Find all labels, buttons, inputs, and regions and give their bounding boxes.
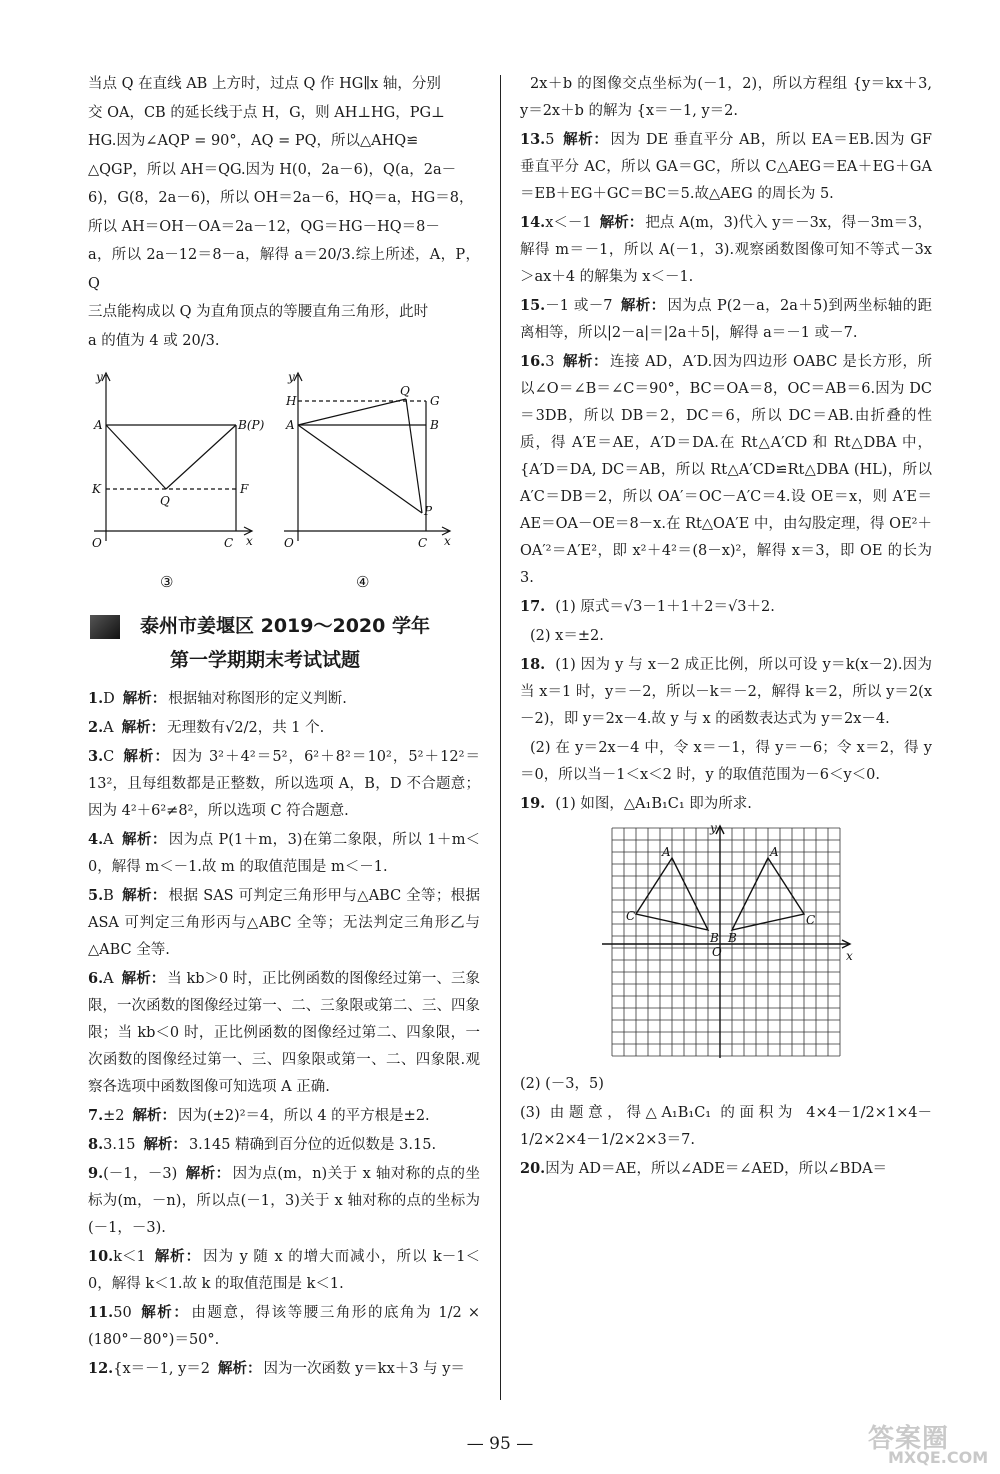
item-number: 1. bbox=[88, 690, 104, 707]
item-analysis-tag: 解析： bbox=[121, 887, 167, 904]
item-analysis-tag: 解析： bbox=[562, 353, 609, 370]
fig4-line-AQ bbox=[298, 399, 406, 425]
fig4-label-x: x bbox=[444, 534, 451, 548]
answer-item bbox=[88, 826, 480, 881]
answer-item bbox=[520, 292, 932, 347]
item-text: (1) 因为 y 与 x－2 成正比例，所以可设 y＝k(x－2).因为当 x＝1 时，y＝－2，所以－k＝－2，解得 k＝2，所以 y＝2(x－2)，即 y＝2x－4.故 y 与 x 的函数表达式为 y＝2x－4. bbox=[520, 657, 932, 727]
grid-label-C: C bbox=[626, 909, 636, 923]
item-number: 9. bbox=[88, 1165, 104, 1182]
item-text: 由题意，得该等腰三角形的底角为 1/2 × (180°－80°)＝50°. bbox=[88, 1305, 481, 1348]
answer-item bbox=[520, 348, 932, 592]
intro-line: 三点能构成以 Q 为直角顶点的等腰直角三角形，此时 bbox=[88, 304, 429, 320]
item-text: 3.145 精确到百分位的近似数是 3.15. bbox=[188, 1137, 437, 1153]
fig3-label-Q: Q bbox=[160, 494, 170, 508]
item-number: 8. bbox=[88, 1136, 104, 1153]
item-text: 因为 DE 垂直平分 AB，所以 EA＝EB.因为 GF 垂直平分 AC，所以 GA＝GC，所以 C△AEG＝EA＋EG＋GA＝EB＋EG＋GC＝BC＝5.故△AEG 的周长为 5. bbox=[520, 132, 932, 202]
item-text: 当 kb＞0 时，正比例函数的图像经过第一、三象限，一次函数的图像经过第一、二、三象限或第二、三、四象限；当 kb＜0 时，正比例函数的图像经过第二、四象限，一次函数的图像经过第一、三、四象限或第一、二、四象限.观察各选项中函数图像可知选项 A 正确. bbox=[88, 971, 481, 1095]
item-analysis-tag: 解析： bbox=[185, 1165, 231, 1182]
item-number: 5. bbox=[88, 887, 104, 904]
section-icon bbox=[90, 615, 120, 639]
item-answer: B bbox=[103, 888, 114, 904]
fig4-label-Q: Q bbox=[400, 384, 410, 398]
intro-line: 交 OA，CB 的延长线于点 H，G，则 AH⊥HG，PG⊥ bbox=[88, 104, 445, 121]
item-number: 15. bbox=[520, 297, 546, 314]
item-answer: A bbox=[103, 832, 114, 848]
coordinate-grid bbox=[520, 822, 932, 1062]
intro-paragraph bbox=[88, 70, 480, 355]
fig4-label-P: P bbox=[424, 504, 433, 518]
fig4-line-AP bbox=[298, 425, 422, 513]
item-text: 因为 y 随 x 的增大而减小，所以 k－1＜0，解得 k＜1.故 k 的取值范围是 k＜1. bbox=[88, 1249, 480, 1292]
answer-item bbox=[520, 70, 932, 125]
column-divider bbox=[500, 75, 501, 1400]
section-title bbox=[88, 605, 480, 675]
item-number: 18. bbox=[520, 656, 546, 673]
answer-item bbox=[88, 965, 480, 1101]
fig4-label-H: H bbox=[286, 394, 297, 408]
answer-item bbox=[88, 1160, 480, 1242]
answer-item bbox=[88, 743, 480, 825]
grid-label-B: B bbox=[710, 931, 719, 945]
answer-item bbox=[88, 1243, 480, 1298]
item-text: 根据轴对称图形的定义判断. bbox=[168, 691, 347, 707]
item-text: 因为点 P(1＋m，3)在第二象限，所以 1＋m＜0，解得 m＜－1.故 m 的取值范围是 m＜－1. bbox=[88, 832, 480, 875]
grid-label-A: A bbox=[662, 845, 671, 859]
watermark-logo: 答案圈 bbox=[868, 1424, 950, 1454]
grid-label-y: y bbox=[710, 822, 717, 835]
item-number: 17. bbox=[520, 598, 546, 615]
item-answer: C bbox=[103, 749, 115, 765]
section-title-line2: 第一学期期末考试试题 bbox=[170, 649, 361, 671]
item-number: 16. bbox=[520, 353, 546, 370]
answer-item bbox=[88, 1131, 480, 1159]
answer-item bbox=[88, 1102, 480, 1130]
answer-item bbox=[520, 734, 932, 789]
item-answer: 3.15 bbox=[103, 1137, 136, 1153]
fig3-label-x: x bbox=[246, 534, 253, 548]
fig4-label-C: C bbox=[418, 536, 428, 550]
fig3-label-F: F bbox=[240, 482, 249, 496]
section-title-line1: 泰州市姜堰区 2019～2020 学年 bbox=[140, 615, 430, 637]
item-text: 无理数有√2/2，共 1 个. bbox=[167, 720, 325, 736]
answer-item bbox=[88, 1355, 480, 1383]
item-analysis-tag: 解析： bbox=[620, 297, 666, 314]
watermark-url: MXQE.COM bbox=[888, 1448, 989, 1467]
item-answer: －1 或－7 bbox=[545, 298, 613, 314]
item-number: 4. bbox=[88, 831, 104, 848]
intro-line: △QGP，所以 AH＝QG.因为 H(0，2a－6)，Q(a，2a－ bbox=[88, 161, 457, 178]
item-text: 因为 AD＝AE，所以∠ADE＝∠AED，所以∠BDA＝ bbox=[545, 1161, 888, 1177]
fig3-caption: ③ bbox=[160, 573, 174, 591]
answer-item bbox=[520, 1070, 932, 1098]
item-answer: A bbox=[103, 720, 114, 736]
fig3-label-O: O bbox=[92, 536, 102, 550]
item-answer: 3 bbox=[545, 354, 555, 370]
right-column bbox=[520, 70, 932, 1184]
item-text: 2x＋b 的图像交点坐标为(－1，2)，所以方程组 {y＝kx＋3, y＝2x＋b 的解为 {x＝－1, y＝2. bbox=[520, 76, 932, 119]
grid-label-A1: A bbox=[770, 845, 779, 859]
fig4-line-QP bbox=[406, 399, 422, 513]
answer-item bbox=[520, 1155, 932, 1183]
item-text: (3) 由题意，得△A₁B₁C₁ 的面积为 4×4－1/2×1×4－1/2×2×4－1/2×2×3＝7. bbox=[520, 1105, 932, 1148]
item-text: 因为 3²＋4²＝5²，6²＋8²＝10²，5²＋12²＝13²，且每组数都是正整数，所以选项 A，B，D 不合题意；因为 4²＋6²≠8²，所以选项 C 符合题意. bbox=[88, 749, 480, 819]
grid-label-x: x bbox=[846, 949, 853, 963]
item-answer: (－1，－3) bbox=[103, 1166, 178, 1182]
item-answer: A bbox=[103, 971, 114, 987]
intro-line: a 的值为 4 或 20/3. bbox=[88, 332, 220, 349]
item-analysis-tag: 解析： bbox=[121, 831, 167, 848]
item-analysis-tag: 解析： bbox=[218, 1360, 262, 1377]
grid-axes bbox=[602, 826, 850, 1058]
answer-item bbox=[520, 209, 932, 291]
item-text: (2) x＝±2. bbox=[530, 628, 604, 644]
fig3-line-AQ bbox=[106, 425, 166, 489]
answer-item bbox=[520, 593, 932, 621]
figure-3-labels bbox=[91, 370, 265, 591]
fig3-label-y: y bbox=[96, 370, 103, 384]
intro-line: 所以 AH＝OH－OA＝2a－12，QG＝HG－HQ＝8－ bbox=[88, 218, 440, 235]
answer-item bbox=[520, 126, 932, 208]
fig3-label-A: A bbox=[94, 418, 103, 432]
item-analysis-tag: 解析： bbox=[121, 970, 166, 987]
answer-item bbox=[88, 714, 480, 742]
item-number: 20. bbox=[520, 1160, 546, 1177]
item-text: (1) 原式＝√3－1＋1＋2＝√3＋2. bbox=[555, 599, 775, 615]
item-number: 10. bbox=[88, 1248, 114, 1265]
item-number: 7. bbox=[88, 1107, 104, 1124]
item-number: 2. bbox=[88, 719, 104, 736]
item-text: (2) (－3，5) bbox=[520, 1076, 604, 1092]
answer-item bbox=[88, 882, 480, 964]
intro-line: a，所以 2a－12＝8－a，解得 a＝20/3.综上所述，A，P，Q bbox=[88, 247, 480, 292]
fig3-label-BP: B(P) bbox=[238, 418, 265, 432]
item-text: 因为一次函数 y＝kx＋3 与 y＝ bbox=[263, 1361, 465, 1377]
item-analysis-tag: 解析： bbox=[121, 719, 166, 736]
item-analysis-tag: 解析： bbox=[143, 1136, 187, 1153]
figure-3 bbox=[94, 373, 252, 541]
answer-item bbox=[88, 685, 480, 713]
item-number: 3. bbox=[88, 748, 104, 765]
grid-label-C1: C bbox=[806, 913, 816, 927]
fig4-label-A: A bbox=[286, 418, 295, 432]
grid-figure bbox=[520, 822, 932, 1062]
item-text: 因为(±2)²＝4，所以 4 的平方根是±2. bbox=[178, 1108, 430, 1124]
item-analysis-tag: 解析： bbox=[562, 131, 609, 148]
fig4-caption: ④ bbox=[356, 573, 370, 591]
answer-item bbox=[520, 790, 932, 818]
item-text: 根据 SAS 可判定三角形甲与△ABC 全等；根据 ASA 可判定三角形丙与△ABC 全等；无法判定三角形乙与△ABC 全等. bbox=[88, 888, 480, 958]
intro-line: 6)，G(8，2a－6)，所以 OH＝2a－6，HQ＝a，HG＝8， bbox=[88, 190, 474, 206]
left-column bbox=[88, 70, 480, 1384]
grid-label-O: O bbox=[712, 945, 722, 959]
item-text: 连接 AD，A′D.因为四边形 OABC 是长方形，所以∠O＝∠B＝∠C＝90°，BC＝OA＝8，OC＝AB＝6.因为 DC＝3DB，所以 DB＝2，DC＝6，所以 DC＝AB.由折叠的性质，得 A′E＝AE，A′D＝DA.在 Rt△A′CD 和 Rt△DBA 中，{A′D＝DA, DC＝AB，所以 Rt△A′CD≌Rt△DBA (HL)，所以 A′C＝DB＝2，所以 OA′＝OC－A′C＝4.设 OE＝x，则 A′E＝AE＝OA－OE＝8－x.在 Rt△OA′E 中，由勾股定理，得 OE²＋OA′²＝A′E²，即 x²＋4²＝(8－x)²，解得 x＝3，即 OE 的长为 3. bbox=[520, 354, 932, 586]
item-text: (2) 在 y＝2x－4 中，令 x＝－1，得 y＝－6；令 x＝2，得 y＝0，所以当－1＜x＜2 时，y 的取值范围为－6＜y＜0. bbox=[520, 740, 932, 783]
left-answer-list bbox=[88, 685, 480, 1383]
fig3-line-QB bbox=[166, 425, 236, 489]
answer-item bbox=[520, 622, 932, 650]
grid-label-B1: B bbox=[728, 931, 737, 945]
item-analysis-tag: 解析： bbox=[599, 214, 644, 231]
item-number: 6. bbox=[88, 970, 104, 987]
item-number: 11. bbox=[88, 1304, 114, 1321]
item-number: 12. bbox=[88, 1360, 114, 1377]
item-answer: k＜1 bbox=[113, 1249, 146, 1265]
item-text: (1) 如图，△A₁B₁C₁ 即为所求. bbox=[555, 796, 752, 812]
item-analysis-tag: 解析： bbox=[122, 748, 171, 765]
item-answer: 5 bbox=[545, 132, 555, 148]
fig3-label-K: K bbox=[92, 482, 101, 496]
intro-line: 当点 Q 在直线 AB 上方时，过点 Q 作 HG∥x 轴，分别 bbox=[88, 76, 441, 92]
item-answer: {x＝－1, y＝2 bbox=[113, 1361, 210, 1377]
item-answer: D bbox=[103, 691, 115, 707]
right-after-grid-list bbox=[520, 1070, 932, 1183]
fig4-label-B: B bbox=[430, 418, 439, 432]
item-text: 因为点 P(2－a，2a＋5)到两坐标轴的距离相等，所以|2－a|＝|2a＋5|，解得 a＝－1 或－7. bbox=[520, 298, 932, 341]
item-analysis-tag: 解析： bbox=[153, 1248, 202, 1265]
item-number: 13. bbox=[520, 131, 546, 148]
figures-row bbox=[88, 365, 480, 595]
answer-item bbox=[520, 651, 932, 733]
page-number: — 95 — bbox=[466, 1434, 534, 1454]
item-number: 19. bbox=[520, 795, 546, 812]
geometry-figures bbox=[88, 365, 480, 595]
item-analysis-tag: 解析： bbox=[122, 690, 167, 707]
item-number: 14. bbox=[520, 214, 546, 231]
item-analysis-tag: 解析： bbox=[132, 1107, 177, 1124]
item-answer: 50 bbox=[113, 1305, 132, 1321]
item-answer: x＜－1 bbox=[545, 215, 592, 231]
right-answer-list bbox=[520, 70, 932, 818]
grid-lines bbox=[612, 828, 840, 1056]
item-answer: ±2 bbox=[103, 1108, 125, 1124]
fig4-label-y: y bbox=[288, 370, 295, 384]
fig3-label-C: C bbox=[224, 536, 234, 550]
fig4-label-G: G bbox=[430, 394, 440, 408]
item-text: 因为点(m，n)关于 x 轴对称的点的坐标为(m，－n)，所以点(－1，3)关于 x 轴对称的点的坐标为(－1，－3). bbox=[88, 1166, 480, 1236]
answer-item bbox=[88, 1299, 480, 1354]
intro-line: HG.因为∠AQP = 90°，AQ = PQ，所以△AHQ≌ bbox=[88, 133, 419, 149]
fig4-label-O: O bbox=[284, 536, 294, 550]
answer-item bbox=[520, 1099, 932, 1154]
item-text: 把点 A(m，3)代入 y＝－3x，得－3m＝3，解得 m＝－1，所以 A(－1，3).观察函数图像可知不等式－3x＞ax＋4 的解集为 x＜－1. bbox=[520, 215, 933, 285]
item-analysis-tag: 解析： bbox=[139, 1304, 190, 1321]
